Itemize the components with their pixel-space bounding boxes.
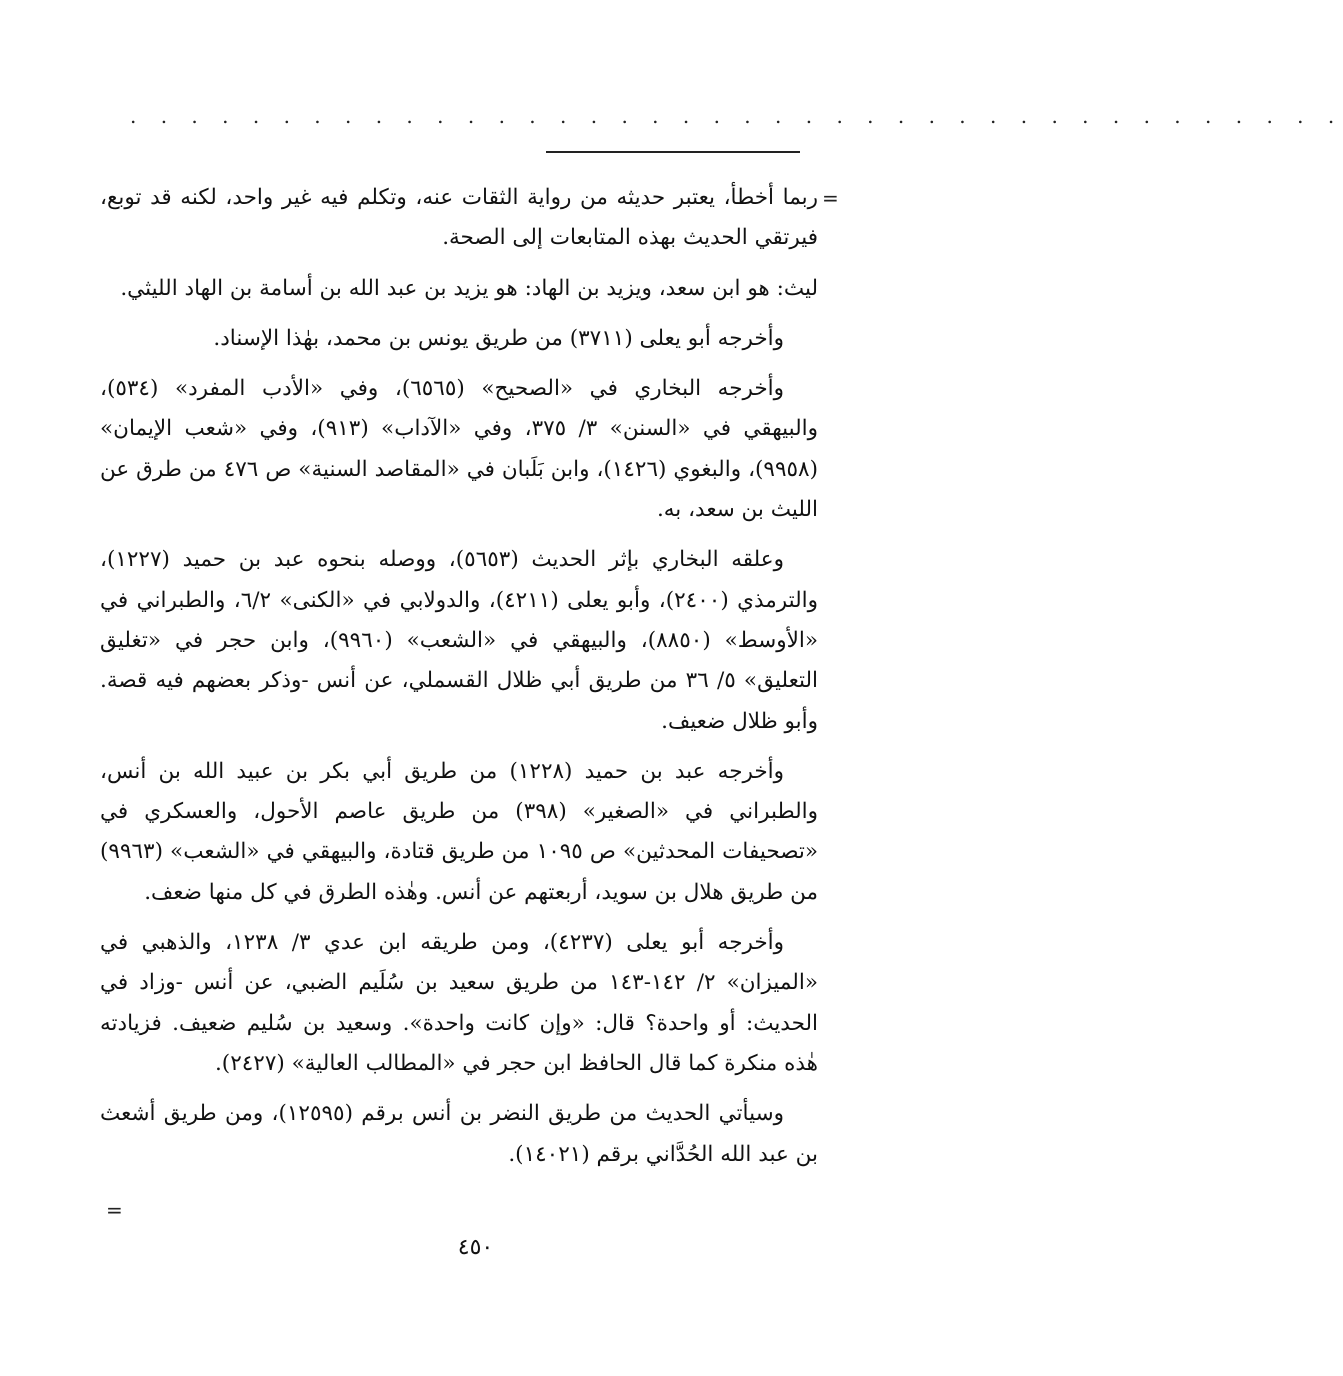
paragraph-4: وأخرجه البخاري في «الصحيح» (٦٥٦٥)، وفي «الأدب المفرد» (٥٣٤)، والبيهقي في «السنن» ٣/ ٣٧٥، وفي «الآداب» (٩١٣)، وفي «شعب الإيمان» (٩٩٥٨)، والبغوي (١٤٢٦)، وابن بَلَبان في «المقاصد السنية» ص ٤٧٦ من طرق عن الليث بن سعد، به. bbox=[100, 376, 818, 523]
paragraph-2: ليث: هو ابن سعد، ويزيد بن الهاد: هو يزيد بن عبد الله بن أسامة بن الهاد الليثي. bbox=[120, 275, 818, 301]
continuation-mark-top: = bbox=[822, 186, 839, 210]
paragraph-5: وعلقه البخاري بإثر الحديث (٥٦٥٣)، ووصله بنحوه عبد بن حميد (١٢٢٧)، والترمذي (٢٤٠٠)، وأبو يعلى (٤٢١١)، والدولابي في «الكنى» ٦/٢، والطبراني في «الأوسط» (٨٨٥٠)، والبيهقي في «الشعب» (٩٩٦٠)، وابن حجر في «تغليق التعليق» ٥/ ٣٦ من طريق أبي ظلال القسملي، عن أنس -وذكر بعضهم فيه قصة. وأبو ظلال ضعيف. bbox=[100, 547, 818, 734]
footnote-text bbox=[100, 178, 818, 1185]
dotted-separator: . . . . . . . . . . . . . . . . . . . . . . . . . . . . . . . . . . . . . . . . bbox=[130, 104, 1343, 128]
paragraph-8: وسيأتي الحديث من طريق النضر بن أنس برقم (١٢٥٩٥)، ومن طريق أشعث بن عبد الله الحُدَّاني برقم (١٤٠٢١). bbox=[100, 1101, 818, 1167]
footnote-rule bbox=[546, 151, 800, 153]
paragraph-6: وأخرجه عبد بن حميد (١٢٢٨) من طريق أبي بكر بن عبيد الله بن أنس، والطبراني في «الصغير» (٣٩٨) من طريق عاصم الأحول، والعسكري في «تصحيفات المحدثين» ص ١٠٩٥ من طريق قتادة، والبيهقي في «الشعب» (٩٩٦٣) من طريق هلال بن سويد، أربعتهم عن أنس. وهٰذه الطرق في كل منها ضعف. bbox=[100, 758, 819, 905]
paragraph-3: وأخرجه أبو يعلى (٣٧١١) من طريق يونس بن محمد، بهٰذا الإسناد. bbox=[213, 325, 784, 351]
paragraph-7: وأخرجه أبو يعلى (٤٢٣٧)، ومن طريقه ابن عدي ٣/ ١٢٣٨، والذهبي في «الميزان» ٢/ ١٤٢-١٤٣ من طريق سعيد بن سُلَيم الضبي، عن أنس -وزاد في الحديث: أو واحدة؟ قال: «وإن كانت واحدة». وسعيد بن سُليم ضعيف. فزيادته هٰذه منكرة كما قال الحافظ ابن حجر في «المطالب العالية» (٢٤٢٧). bbox=[100, 930, 818, 1076]
paragraph-1: ربما أخطأ، يعتبر حديثه من رواية الثقات عنه، وتكلم فيه غير واحد، لكنه قد توبع، فيرتقي الحديث بهذه المتابعات إلى الصحة. bbox=[100, 185, 818, 251]
page-number: ٤٥٠ bbox=[457, 1235, 494, 1260]
continuation-mark-bottom: = bbox=[106, 1198, 123, 1222]
